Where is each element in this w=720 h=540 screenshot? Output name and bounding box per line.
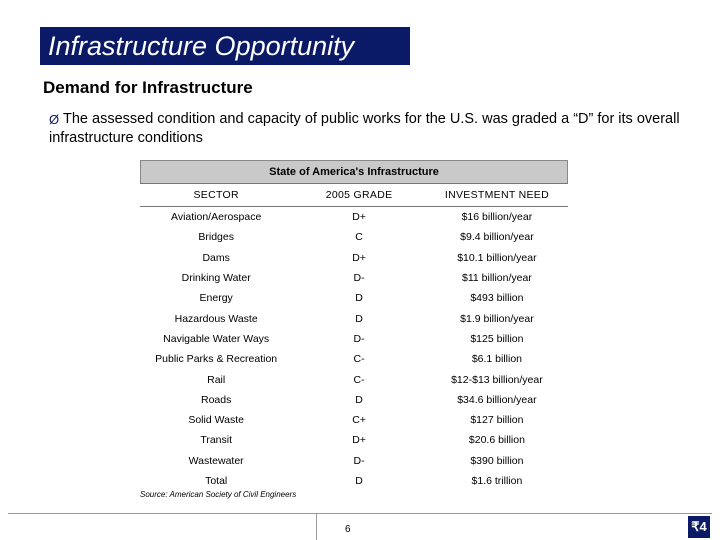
cell-investment: $10.1 billion/year: [457, 251, 537, 264]
cell-investment: $11 billion/year: [461, 272, 532, 285]
cell-sector: Solid Waste: [188, 414, 244, 427]
cell-sector: Navigable Water Ways: [163, 332, 270, 345]
header-investment: INVESTMENT NEED: [426, 184, 568, 207]
cell-investment: $127 billion: [470, 414, 524, 427]
table-row: [140, 390, 568, 410]
cell-sector: Energy: [199, 292, 233, 305]
cell-investment: $125 billion: [470, 332, 524, 345]
page-number: 6: [345, 524, 351, 535]
infrastructure-table: [140, 160, 568, 491]
cell-sector: Wastewater: [188, 454, 244, 467]
bullet-arrow-icon: Ø: [49, 112, 60, 127]
cell-grade: D+: [352, 434, 366, 447]
cell-grade: C: [355, 231, 363, 244]
cell-grade: C-: [353, 353, 365, 366]
cell-grade: D-: [353, 454, 365, 467]
table-title: State of America's Infrastructure: [140, 160, 568, 183]
table-row: [140, 369, 568, 389]
footer-divider: [8, 513, 712, 514]
cell-grade: C-: [353, 373, 365, 386]
cell-grade: D-: [353, 332, 365, 345]
cell-grade: C+: [352, 414, 366, 427]
bullet-point: [49, 110, 689, 148]
cell-grade: D: [355, 475, 363, 487]
cell-sector: Transit: [200, 434, 233, 447]
cell-grade: D: [355, 393, 363, 406]
cell-sector: Public Parks & Recreation: [155, 353, 278, 366]
cell-investment: $493 billion: [470, 292, 524, 305]
table-row-total: [140, 471, 568, 491]
cell-sector: Aviation/Aerospace: [171, 211, 262, 224]
cell-investment: $20.6 billion: [468, 434, 525, 447]
table-row: [140, 451, 568, 471]
cell-sector: Dams: [202, 251, 230, 264]
cell-grade: D+: [352, 251, 366, 264]
header-sector: SECTOR: [140, 184, 292, 207]
cell-investment: $12-$13 billion/year: [451, 373, 543, 386]
cell-investment: $16 billion/year: [461, 211, 533, 224]
cell-investment: $390 billion: [470, 454, 524, 467]
table-row: [140, 308, 568, 328]
table-row: [140, 430, 568, 450]
table-row: [140, 248, 568, 268]
bullet-text: The assessed condition and capacity of public works for the U.S. was graded a “D” for its overall infrastructure conditions: [49, 111, 680, 146]
cell-sector: Hazardous Waste: [174, 312, 258, 325]
table-row: [140, 329, 568, 349]
cell-sector: Roads: [200, 393, 232, 406]
source-note: Source: American Society of Civil Engineers: [140, 490, 297, 499]
slide-subtitle: Demand for Infrastructure: [43, 78, 253, 97]
grade-table: [140, 183, 568, 491]
table-row: [140, 288, 568, 308]
cell-grade: D: [355, 312, 363, 325]
cell-investment: $34.6 billion/year: [457, 393, 537, 406]
cell-investment: $9.4 billion/year: [460, 231, 534, 244]
cell-sector: Bridges: [198, 231, 234, 244]
table-row: [140, 227, 568, 247]
table-header-row: [140, 184, 568, 207]
cell-grade: D+: [352, 211, 366, 224]
cell-investment: $1.9 billion/year: [460, 312, 534, 325]
footer-tick: [316, 513, 317, 540]
table-row: [140, 207, 568, 228]
header-grade: 2005 GRADE: [292, 184, 426, 207]
cell-investment: $6.1 billion: [471, 353, 523, 366]
cell-investment: $1.6 trillion: [471, 475, 523, 487]
table-row: [140, 268, 568, 288]
cell-grade: D-: [353, 272, 365, 285]
cell-sector: Total: [205, 475, 228, 487]
table-row: [140, 410, 568, 430]
company-logo-icon: ₹4: [688, 516, 710, 538]
table-row: [140, 349, 568, 369]
cell-sector: Drinking Water: [181, 272, 251, 285]
cell-grade: D: [355, 292, 363, 305]
slide-title: Infrastructure Opportunity: [40, 27, 410, 65]
cell-sector: Rail: [207, 373, 226, 386]
